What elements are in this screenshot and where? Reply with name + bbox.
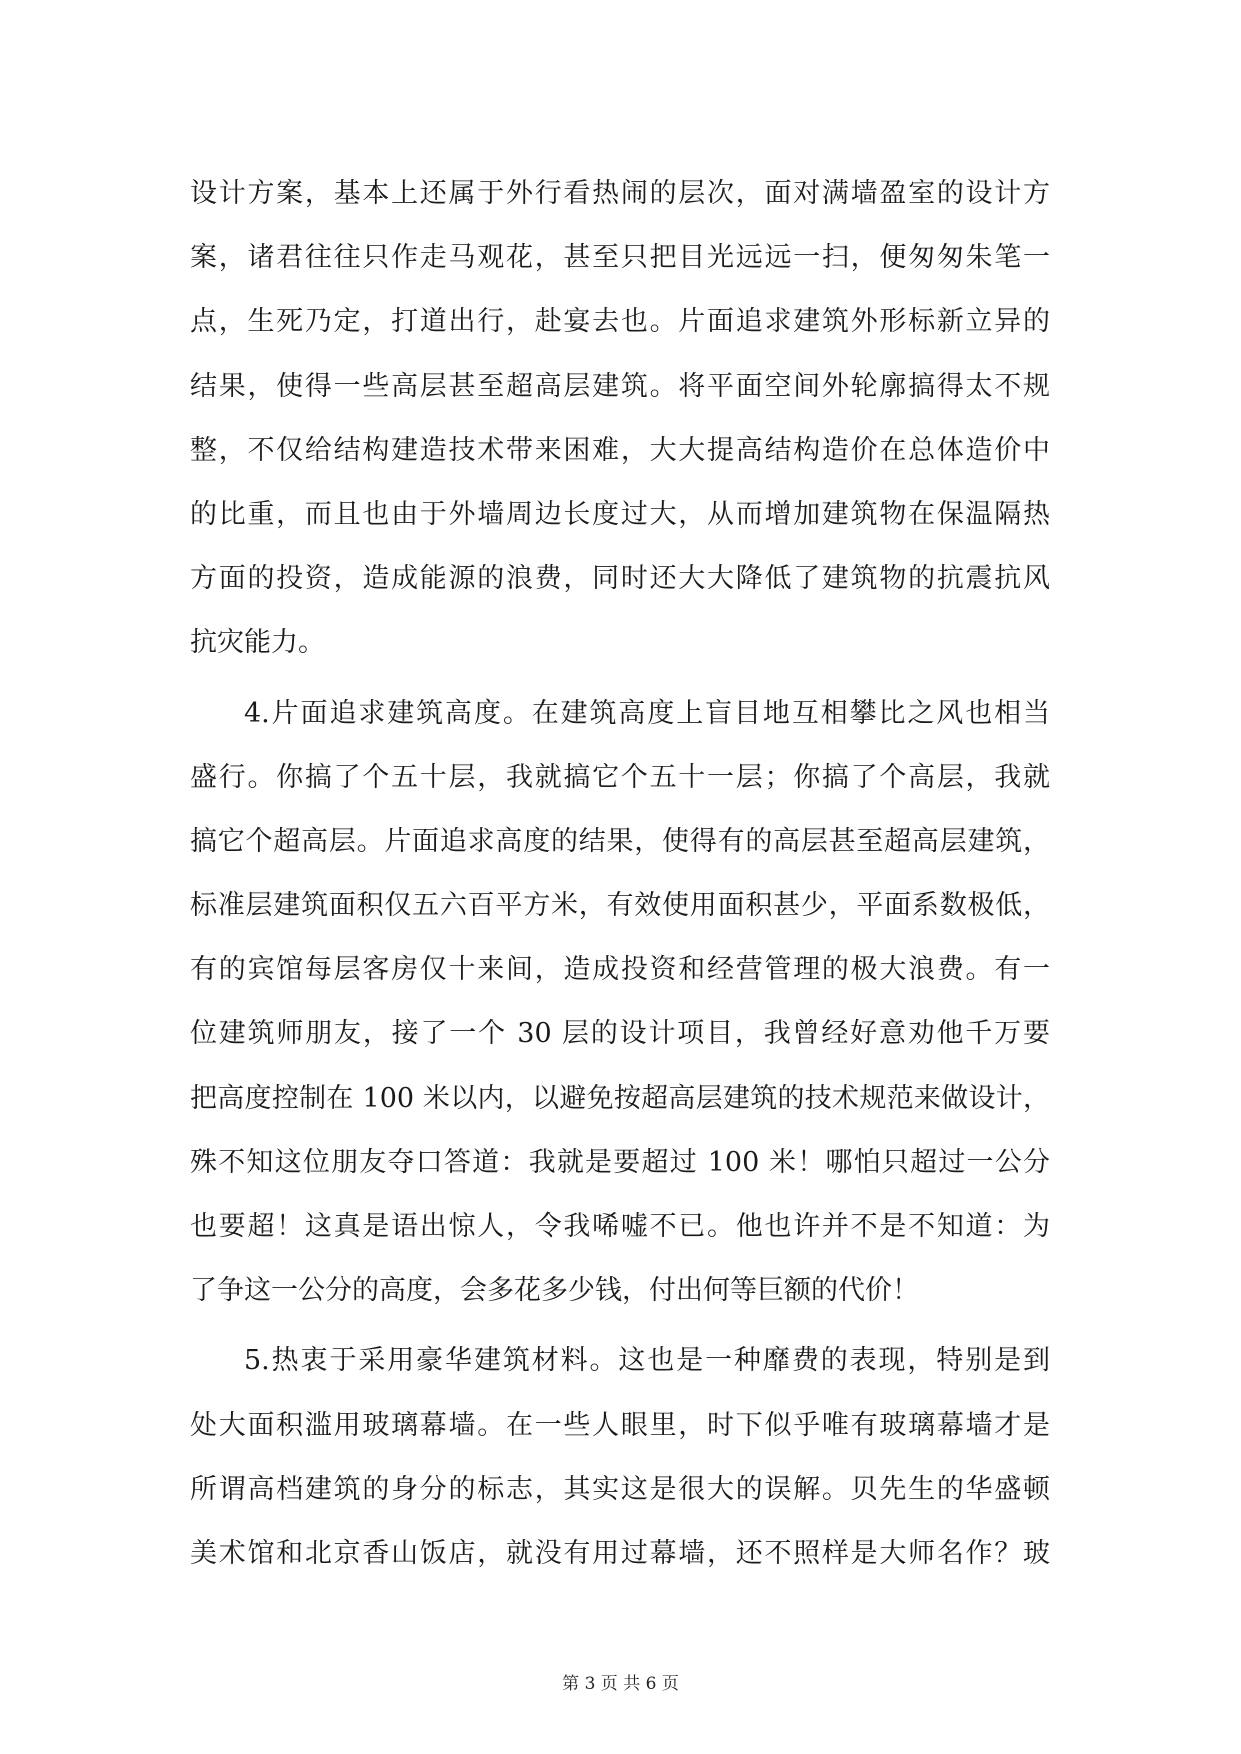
text-line: 标准层建筑面积仅五六百平方米，有效使用面积甚少，平面系数极低， (190, 890, 1050, 922)
page-number-footer: 第 3 页 共 6 页 (562, 1674, 679, 1694)
text-line: 点，生死乃定，打道出行，赴宴去也。片面追求建筑外形标新立异的 (190, 306, 1050, 338)
paragraph-start-line: 5.热衷于采用豪华建筑材料。这也是一种靡费的表现，特别是到 (244, 1345, 1050, 1377)
text-line: 抗灾能力。 (190, 627, 325, 659)
text-line: 设计方案，基本上还属于外行看热闹的层次，面对满墙盈室的设计方 (190, 178, 1050, 209)
text-line: 结果，使得一些高层甚至超高层建筑。将平面空间外轮廓搞得太不规 (190, 370, 1050, 402)
text-line: 殊不知这位朋友夺口答道：我就是要超过 100 米！哪怕只超过一公分 (190, 1146, 1050, 1178)
text-line: 处大面积滥用玻璃幕墙。在一些人眼里，时下似乎唯有玻璃幕墙才是 (190, 1409, 1050, 1441)
text-line: 有的宾馆每层客房仅十来间，造成投资和经营管理的极大浪费。有一 (190, 954, 1050, 986)
text-line: 案，诸君往往只作走马观花，甚至只把目光远远一扫，便匆匆朱笔一 (190, 242, 1050, 274)
text-line: 所谓高档建筑的身分的标志，其实这是很大的误解。贝先生的华盛顿 (190, 1473, 1050, 1505)
paragraph-start-line: 4.片面追求建筑高度。在建筑高度上盲目地互相攀比之风也相当 (244, 697, 1050, 729)
text-line: 了争这一公分的高度，会多花多少钱，付出何等巨额的代价！ (190, 1275, 919, 1307)
text-line: 位建筑师朋友，接了一个 30 层的设计项目，我曾经好意劝他千万要 (190, 1018, 1050, 1050)
body-text (190, 162, 1050, 1586)
text-line: 搞它个超高层。片面追求高度的结果，使得有的高层甚至超高层建筑， (190, 825, 1050, 857)
text-line: 美术馆和北京香山饭店，就没有用过幕墙，还不照样是大师名作？玻 (190, 1537, 1050, 1569)
text-line: 的比重，而且也由于外墙周边长度过大，从而增加建筑物在保温隔热 (190, 498, 1050, 530)
text-line: 把高度控制在 100 米以内，以避免按超高层建筑的技术规范来做设计， (190, 1082, 1050, 1114)
text-line: 也要超！这真是语出惊人，令我唏嘘不已。他也许并不是不知道：为 (190, 1211, 1050, 1242)
text-line: 盛行。你搞了个五十层，我就搞它个五十一层；你搞了个高层，我就 (190, 761, 1050, 793)
text-line: 整，不仅给结构建造技术带来困难，大大提高结构造价在总体造价中 (190, 434, 1050, 466)
text-line: 方面的投资，造成能源的浪费，同时还大大降低了建筑物的抗震抗风 (190, 563, 1050, 595)
